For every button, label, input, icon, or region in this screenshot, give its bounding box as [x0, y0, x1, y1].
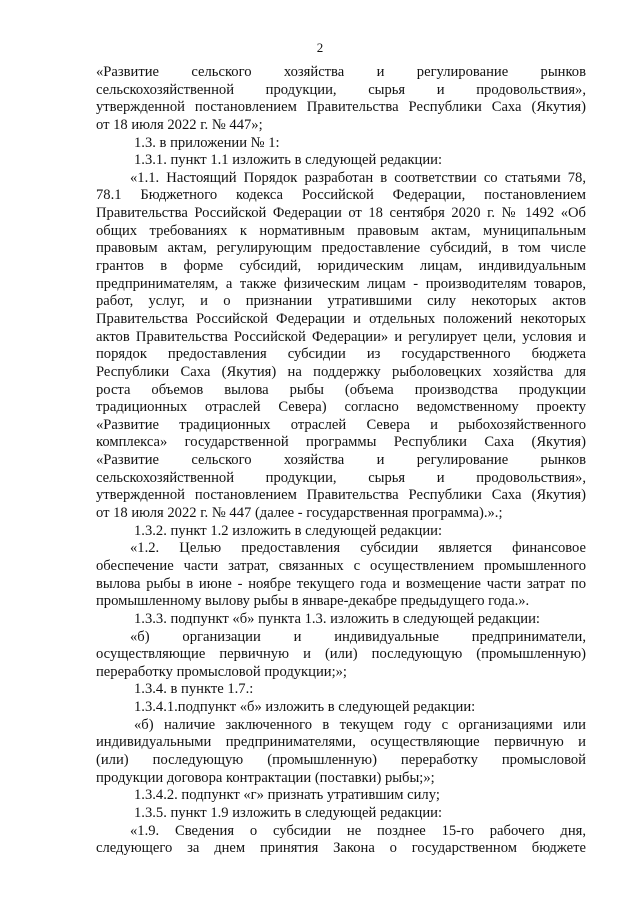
text-line: «Развитие традиционных отраслей Севера и рыбохозяйственного	[96, 416, 586, 433]
text-line: порядок предоставления субсидии из государственного бюджета	[96, 346, 586, 363]
text-line: утвержденной постановлением Правительства Республики Саха (Якутия)	[96, 99, 586, 116]
text-line: Правительства Российской Федерации от 18 сентября 2020 г. № 1492 «Об	[96, 205, 586, 222]
text-line: вылова рыбы в июне - ноябре текущего года и возмещение части затрат по	[96, 575, 586, 592]
text-line: «б) наличие заключенного в текущем году с организациями или	[134, 716, 586, 733]
text-line: правовым актам, регулирующим предоставление субсидий, в том числе	[96, 240, 586, 257]
text-line: роста объемов вылова рыбы (объема производства продукции	[96, 381, 586, 398]
text-line: грантов в форме субсидий, юридическим лицам, индивидуальным	[96, 258, 586, 275]
text-line: утвержденной постановлением Правительства Республики Саха (Якутия)	[96, 487, 586, 504]
text-line: промышленному вылову рыбы в январе-декабре предыдущего года.».	[96, 593, 530, 610]
text-line: 1.3.5. пункт 1.9 изложить в следующей редакции:	[134, 804, 443, 821]
text-line: общих требованиях к нормативным правовым актам, муниципальным	[96, 222, 586, 239]
text-line: «1.1. Настоящий Порядок разработан в соответствии со статьями 78,	[130, 169, 586, 186]
text-line: «Развитие сельского хозяйства и регулирование рынков	[96, 64, 586, 80]
text-line: 1.3.4.2. подпункт «г» признать утратившим силу;	[134, 787, 440, 804]
text-line: «б) организации и индивидуальные предприниматели,	[130, 628, 586, 645]
document-body	[96, 64, 586, 858]
text-line: обеспечение части затрат, связанных с осуществлением промышленного	[96, 557, 586, 574]
text-line: от 18 июля 2022 г. № 447 (далее - государственная программа).».;	[96, 505, 503, 522]
text-line: комплекса» государственной программы Республики Саха (Якутия)	[96, 434, 586, 451]
text-line: осуществляющие первичную и (или) последующую (промышленную)	[96, 646, 586, 663]
text-line: (или) последующую (промышленную) переработку промысловой	[96, 751, 586, 768]
text-line: «1.9. Сведения о субсидии не позднее 15-го рабочего дня,	[130, 822, 586, 839]
text-line: следующего за днем принятия Закона о государственном бюджете	[96, 840, 586, 857]
text-line: 1.3. в приложении № 1:	[134, 134, 280, 151]
text-line: «Развитие сельского хозяйства и регулирование рынков	[96, 452, 586, 469]
text-line: традиционных отраслей Севера) согласно ведомственному проекту	[96, 399, 586, 416]
text-line: Правительства Российской Федерации и отдельных положений некоторых	[96, 310, 586, 327]
text-line: продукции договора контрактации (поставки) рыбы;»;	[96, 769, 435, 786]
text-line: 1.3.2. пункт 1.2 изложить в следующей редакции:	[134, 522, 443, 539]
text-line: от 18 июля 2022 г. № 447»;	[96, 116, 263, 133]
text-line: переработку промысловой продукции;»;	[96, 663, 347, 680]
page-number: 2	[316, 40, 324, 55]
text-line: Республики Саха (Якутия) на поддержку рыболовецких хозяйства для	[96, 363, 586, 380]
text-line: индивидуальными предпринимателями, осуществляющие первичную и	[96, 734, 586, 751]
text-line: «1.2. Целью предоставления субсидии является финансовое	[130, 540, 586, 557]
text-line: 1.3.4.1.подпункт «б» изложить в следующей редакции:	[134, 699, 476, 716]
text-line: сельскохозяйственной продукции, сырья и продовольствия»,	[96, 469, 586, 486]
text-line: работ, услуг, и о признании утратившими силу некоторых актов	[96, 293, 586, 310]
text-line: сельскохозяйственной продукции, сырья и продовольствия»,	[96, 81, 586, 98]
text-line: предпринимателям, а также физическим лицам - производителям товаров,	[96, 275, 586, 292]
text-line: 1.3.1. пункт 1.1 изложить в следующей редакции:	[134, 152, 443, 169]
text-line: 78.1 Бюджетного кодекса Российской Федерации, постановлением	[96, 187, 586, 204]
text-line: 1.3.3. подпункт «б» пункта 1.3. изложить в следующей редакции:	[134, 610, 540, 627]
text-line: актов Правительства Российской Федерации» и регулирует цели, условия и	[96, 328, 586, 345]
text-line: 1.3.4. в пункте 1.7.:	[134, 681, 254, 698]
